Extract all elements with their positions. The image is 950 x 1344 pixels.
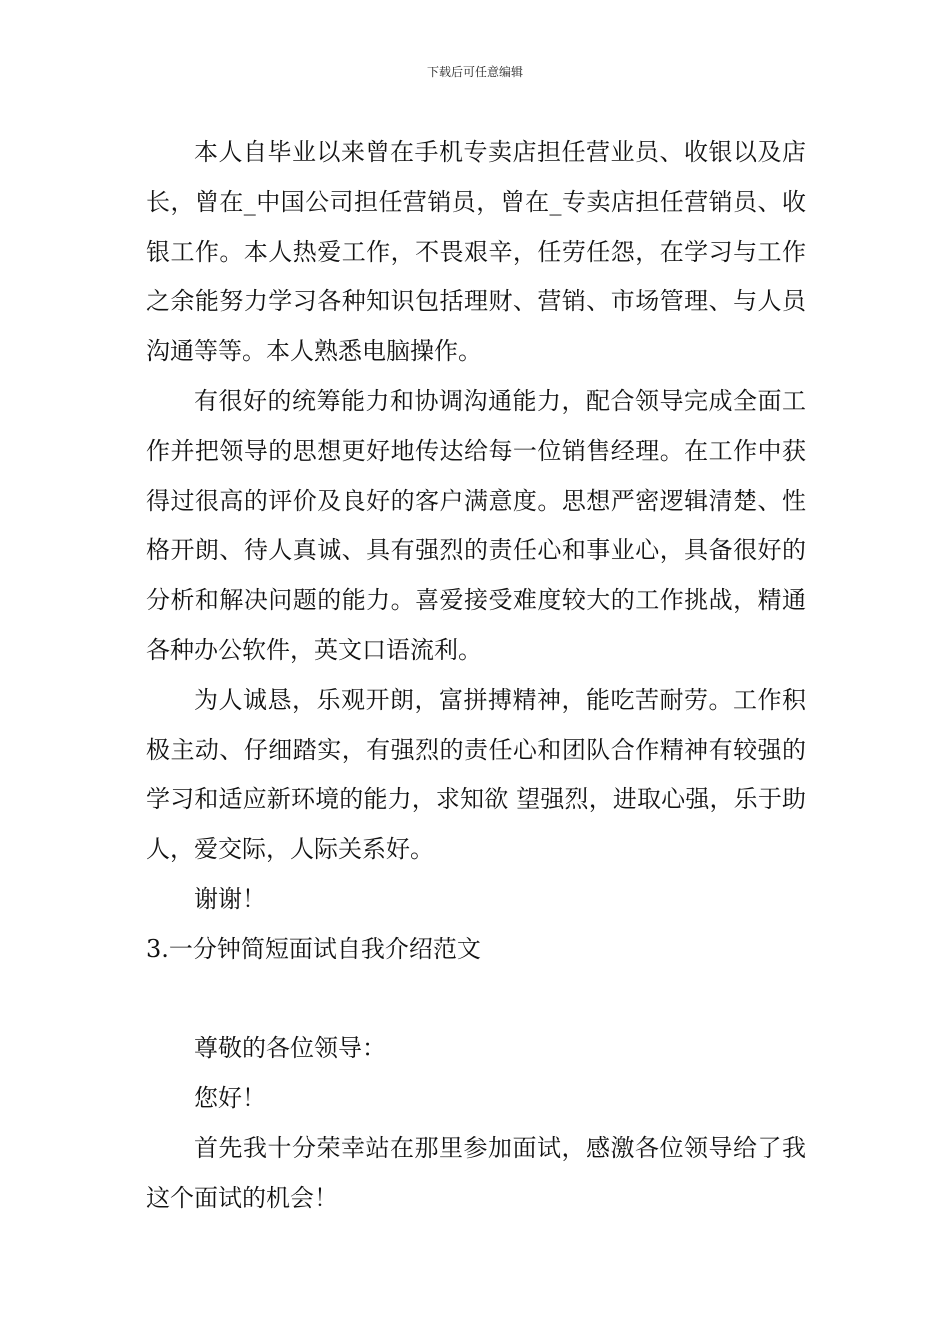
paragraph-personality: 为人诚恳，乐观开朗，富拼搏精神，能吃苦耐劳。工作积极主动、仔细踏实，有强烈的责任心和团队合作精神有较强的学习和适应新环境的能力，求知欲 望强烈，进取心强，乐于助人，爱交际，人际关系好。 <box>146 685 806 864</box>
blank-line <box>146 975 806 1025</box>
paragraph-thanks: 谢谢！ <box>194 884 266 913</box>
letter-opening: 首先我十分荣幸站在那里参加面试，感激各位领导给了我这个面试的机会！ <box>146 1133 806 1212</box>
letter-salutation: 尊敬的各位领导： <box>194 1034 386 1063</box>
letter-greeting: 您好！ <box>194 1084 266 1113</box>
paragraph-work-experience: 本人自毕业以来曾在手机专卖店担任营业员、收银以及店长，曾在_中国公司担任营销员，曾在_专卖店担任营销员、收银工作。本人热爱工作，不畏艰辛，任劳任怨，在学习与工作之余能努力学习各种知识包括理财、营销、市场管理、与人员沟通等等。本人熟悉电脑操作。 <box>146 138 806 366</box>
paragraph-abilities: 有很好的统筹能力和协调沟通能力，配合领导完成全面工作并把领导的思想更好地传达给每一位销售经理。在工作中获得过很高的评价及良好的客户满意度。思想严密逻辑清楚、性格开朗、待人真诚、具有强烈的责任心和事业心，具备很好的分析和解决问题的能力。喜爱接受难度较大的工作挑战，精通各种办公软件，英文口语流利。 <box>146 386 806 664</box>
section-heading: 3.一分钟简短面试自我介绍范文 <box>146 934 481 963</box>
page-header-note: 下载后可任意编辑 <box>426 65 523 79</box>
document-body <box>146 128 806 1224</box>
